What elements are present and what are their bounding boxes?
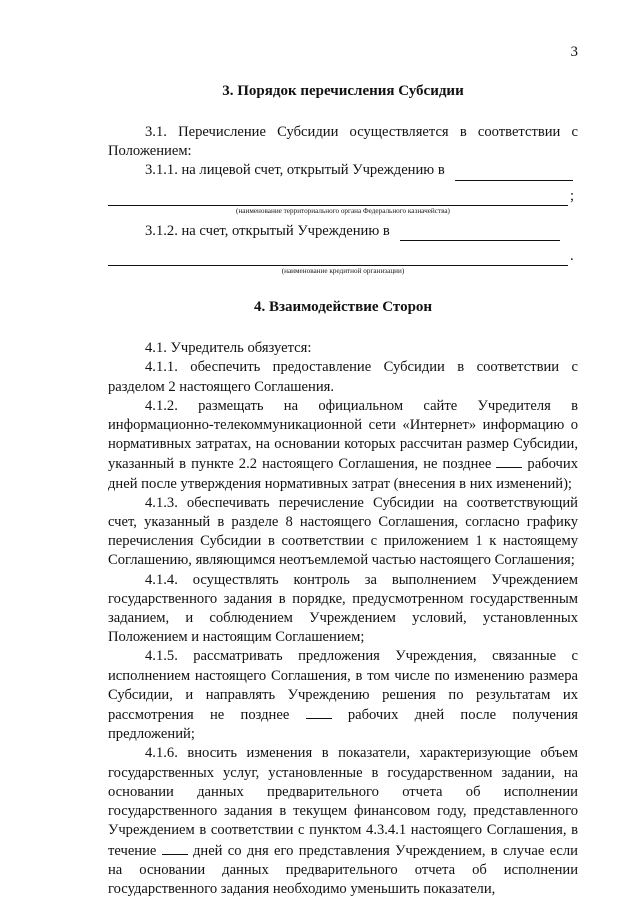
page-number: 3 <box>570 44 578 60</box>
clause-4-1-6 <box>108 744 578 899</box>
clause-4-1-4: 4.1.4. осуществлять контроль за выполнением Учреждением государственного задания в порядке, предусмотренном государственным заданием, и соблюдением Учреждением условий, установленных Положением и настоящим Соглашением; <box>108 571 578 646</box>
clause-3-1-1-blank <box>455 166 573 181</box>
clause-4-1-2 <box>108 397 578 494</box>
clause-3-1-1-text: 3.1.1. на лицевой счет, открытый Учреждению в <box>145 162 445 179</box>
clause-4-1-3: 4.1.3. обеспечивать перечисление Субсидии на соответствующий счет, указанный в разделе 8 настоящего Соглашения, согласно графику перечисления Субсидии в соответствии с приложением 1 к настоящему Соглашению, являющимся неотъемлемой частью настоящего Соглашения; <box>108 494 578 569</box>
clause-3-1-1-rule <box>108 191 568 206</box>
clause-3-1-1-fill-line <box>108 187 578 206</box>
clause-3-1-1-caption: (наименование территориального органа Федерального казначейства) <box>236 206 450 215</box>
clause-4-1-1: 4.1.1. обеспечить предоставление Субсидии в соответствии с разделом 2 настоящего Соглашения. <box>108 359 578 395</box>
clause-3-1: 3.1. Перечисление Субсидии осуществляется в соответствии с Положением: <box>108 124 578 160</box>
clause-3-1-2-end: . <box>570 248 574 265</box>
clause-3-1-2-caption: (наименование кредитной организации) <box>281 267 405 276</box>
clause-3-1-2-rule <box>108 251 568 266</box>
clause-4-1-2-text-b: рабочих дней после утверждения нормативных затрат (внесения в них изменений); <box>108 456 578 492</box>
clause-4-1-5-text-a: 4.1.5. рассматривать предложения Учреждения, связанные с исполнением настоящего Соглашения, в том числе по изменению размера Субсидии, и направлять Учреждению решения по результатам их рассмотрения не позднее <box>108 648 578 724</box>
clause-4-1-6-text-a: 4.1.6. вносить изменения в показатели, характеризующие объем государственных услуг, установленные в государственном задании, на основании данных предварительного отчета об исполнении государственного задания в текущем финансовом году, представленного Учреждением в соответствии с пунктом 4.3.4.1 настоящего Соглашения, в течение <box>108 745 578 859</box>
document-body <box>108 82 578 899</box>
clause-4-1-5-blank <box>306 705 332 719</box>
clause-3-1-1-end: ; <box>570 187 575 204</box>
clause-3-1-1 <box>108 161 578 180</box>
clause-4-1-5-text-b: рабочих дней после получения предложений; <box>108 707 578 743</box>
clause-4-1-2-blank <box>496 454 522 468</box>
clause-3-1-2-blank <box>400 226 560 241</box>
clause-3-1-2 <box>108 222 578 241</box>
section-4-title: 4. Взаимодействие Сторон <box>253 299 433 316</box>
section-3-title: 3. Порядок перечисления Субсидии <box>222 83 464 99</box>
clause-4-1-2-text-a: 4.1.2. размещать на официальном сайте Учредителя в информационно-телекоммуникационной сети «Интернет» информацию о нормативных затратах, на основании которых рассчитан размер Субсидии, указанный в пункте 2.2 настоящего Соглашения, не позднее <box>108 397 578 473</box>
clause-3-1-2-fill-line <box>108 247 578 266</box>
clause-3-1-2-text: 3.1.2. на счет, открытый Учреждению в <box>145 222 390 239</box>
clause-4-1-6-blank <box>162 841 188 855</box>
clause-4-1-6-text-b: дней со дня его представления Учреждением, в случае если на основании данных предварительного отчета об исполнении государственного задания необходимо уменьшить показатели, <box>108 842 578 897</box>
clause-4-1: 4.1. Учредитель обязуется: <box>145 340 312 357</box>
clause-4-1-5 <box>108 647 578 744</box>
